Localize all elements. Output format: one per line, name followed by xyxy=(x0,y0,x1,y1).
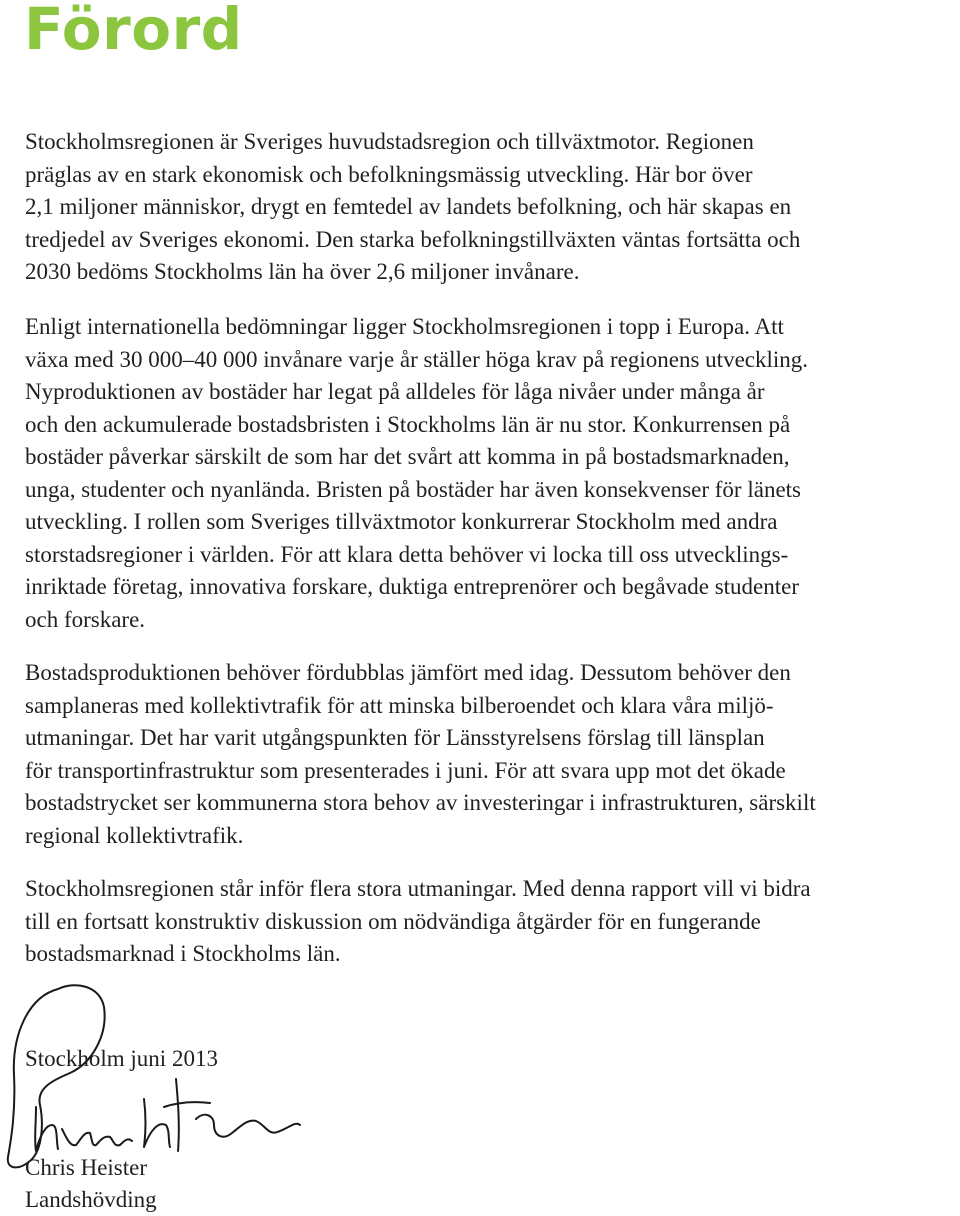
paragraph-line: unga, studenter och nyanlända. Bristen på bostäder har även konsekvenser för länets xyxy=(25,476,801,502)
paragraph-line: och forskare. xyxy=(25,606,146,632)
paragraph-line: 2,1 miljoner människor, drygt en femtedel av landets befolkning, och här skapas en xyxy=(25,194,792,219)
paragraph-line: Nyproduktionen av bostäder har legat på alldeles för låga nivåer under många år xyxy=(25,379,765,404)
paragraph-3 xyxy=(25,657,960,852)
paragraph-line: till en fortsatt konstruktiv diskussion om nödvändiga åtgärder för en fungerande xyxy=(25,908,761,934)
paragraph-line: tredjedel av Sveriges ekonomi. Den starka befolkningstillväxten väntas fortsätta och xyxy=(25,226,801,252)
signature-stroke-ris xyxy=(62,1129,132,1145)
paragraph-line: utmaningar. Det har varit utgångspunkten för Länsstyrelsens förslag till länsplan xyxy=(25,725,765,750)
paragraph-line: Enligt internationella bedömningar ligger Stockholmsregionen i topp i Europa. Att xyxy=(25,314,784,339)
paragraph-line: samplaneras med kollektivtrafik för att minska bilberoendet och klara våra miljö- xyxy=(25,692,774,718)
paragraph-line: storstadsregioner i världen. För att klara detta behöver vi locka till oss utvecklings- xyxy=(25,541,789,567)
paragraph-1 xyxy=(25,126,960,289)
signer-title: Landshövding xyxy=(25,1187,157,1212)
paragraph-line: 2030 bedöms Stockholms län ha över 2,6 miljoner invånare. xyxy=(25,259,580,284)
handwritten-signature xyxy=(0,975,310,1175)
paragraph-line: bostadsmarknad i Stockholms län. xyxy=(25,941,341,966)
paragraph-line: präglas av en stark ekonomisk och befolkningsmässig utveckling. Här bor över xyxy=(25,161,753,187)
paragraph-line: Stockholmsregionen är Sveriges huvudstadsregion och tillväxtmotor. Regionen xyxy=(25,129,754,154)
paragraph-line: bostadstrycket ser kommunerna stora behov av investeringar i infrastrukturen, särskilt xyxy=(25,790,816,815)
signature-stroke-h xyxy=(35,1107,58,1151)
paragraph-line: och den ackumulerade bostadsbristen i Stockholms län är nu stor. Konkurrensen på xyxy=(25,411,791,437)
paragraph-line: regional kollektivtrafik. xyxy=(25,822,244,848)
paragraph-2 xyxy=(25,311,960,636)
paragraph-line: inriktade företag, innovativa forskare, duktiga entreprenörer och begåvade studenter xyxy=(25,574,800,599)
paragraph-line: växa med 30 000–40 000 invånare varje år ställer höga krav på regionens utveckling. xyxy=(25,346,809,372)
paragraph-line: för transportinfrastruktur som presenterades i juni. För att svara upp mot det ökade xyxy=(25,757,786,783)
page-title: Förord xyxy=(24,0,243,63)
signature-stroke-tail xyxy=(196,1115,300,1137)
paragraph-4 xyxy=(25,873,960,971)
paragraph-line: bostäder påverkar särskilt de som har det svårt att komma in på bostadsmarknaden, xyxy=(25,444,790,469)
place-date: Stockholm juni 2013 xyxy=(25,1046,218,1071)
paragraph-line: utveckling. I rollen som Sveriges tillväxtmotor konkurrerar Stockholm med andra xyxy=(25,509,778,534)
paragraph-line: Stockholmsregionen står inför flera stora utmaningar. Med denna rapport vill vi bidra xyxy=(25,876,811,901)
paragraph-line: Bostadsproduktionen behöver fördubblas jämfört med idag. Dessutom behöver den xyxy=(25,660,791,685)
signer-name: Chris Heister xyxy=(25,1155,148,1180)
